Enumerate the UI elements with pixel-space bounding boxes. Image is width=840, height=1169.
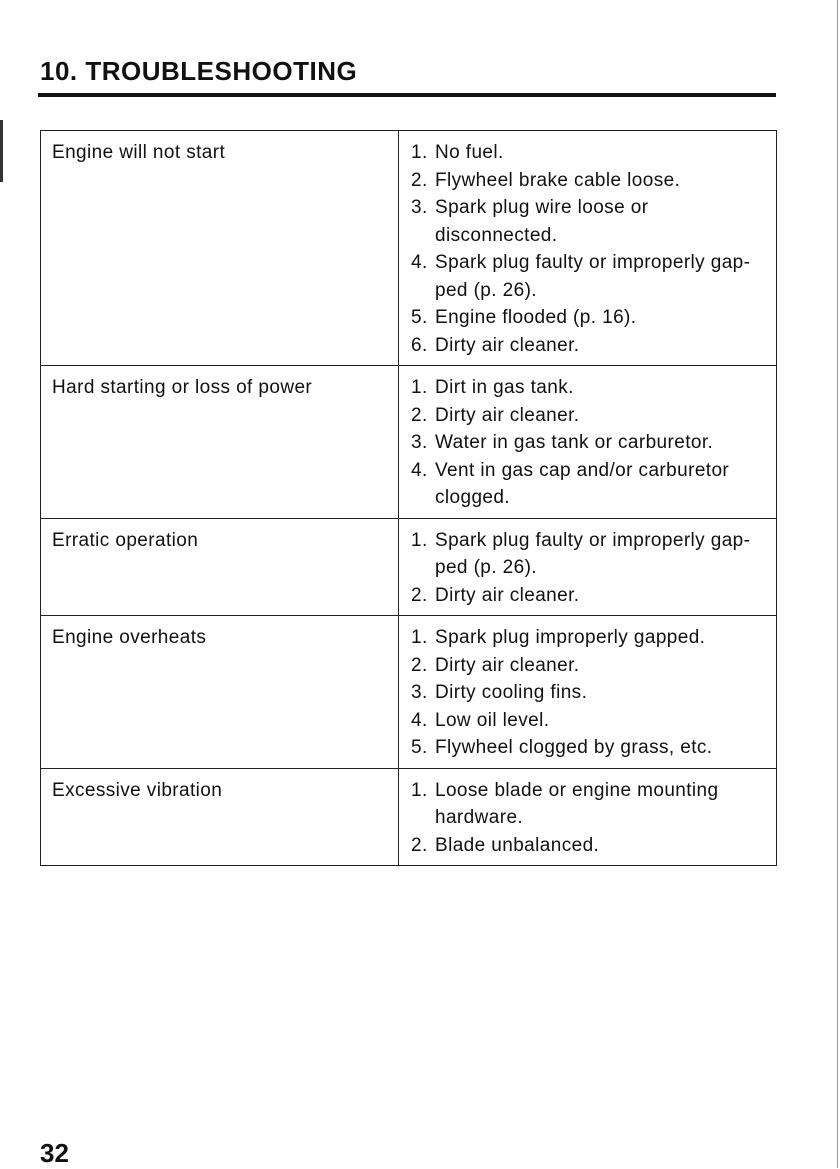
causes-cell xyxy=(399,366,777,519)
cause-text: Dirty air cleaner. xyxy=(435,334,580,356)
cause-text: Blade unbalanced. xyxy=(435,834,600,856)
list-item xyxy=(411,777,770,832)
table-row xyxy=(41,518,777,616)
list-item xyxy=(411,624,770,652)
symptom-cell: Hard starting or loss of power xyxy=(41,366,399,519)
cause-list xyxy=(411,624,770,762)
troubleshooting-table xyxy=(40,130,777,866)
table-row xyxy=(41,366,777,519)
cause-number: 1. xyxy=(411,142,428,163)
right-edge-mark xyxy=(837,0,838,1168)
list-item xyxy=(411,652,770,680)
cause-text: Flywheel clogged by grass, etc. xyxy=(435,737,713,758)
list-item xyxy=(411,249,770,304)
cause-list xyxy=(411,139,770,359)
page-number: 32 xyxy=(40,1138,69,1168)
cause-number: 1. xyxy=(411,529,428,551)
cause-text: Spark plug faulty or improperly gap-ped (p. 26). xyxy=(435,529,751,578)
cause-text: No fuel. xyxy=(435,142,504,163)
cause-text: Spark plug faulty or improperly gap-ped (p. 26). xyxy=(435,252,751,301)
cause-number: 2. xyxy=(411,584,428,606)
cause-number: 1. xyxy=(411,377,428,398)
cause-text: Spark plug wire loose or disconnected. xyxy=(435,197,649,246)
list-item xyxy=(411,734,770,762)
cause-number: 6. xyxy=(411,334,428,356)
left-edge-mark xyxy=(0,120,3,182)
list-item xyxy=(411,527,770,582)
cause-text: Flywheel brake cable loose. xyxy=(435,169,681,191)
table-row xyxy=(41,616,777,769)
cause-list xyxy=(411,374,770,512)
causes-cell xyxy=(399,131,777,366)
cause-text: Dirty air cleaner. xyxy=(435,654,580,676)
table-row xyxy=(41,768,777,866)
symptom-cell: Excessive vibration xyxy=(41,768,399,866)
list-item xyxy=(411,332,770,360)
symptom-cell: Engine overheats xyxy=(41,616,399,769)
troubleshooting-table-body xyxy=(41,131,777,866)
cause-text: Dirt in gas tank. xyxy=(435,377,574,398)
cause-number: 3. xyxy=(411,197,428,218)
cause-text: Dirty air cleaner. xyxy=(435,584,580,606)
cause-number: 4. xyxy=(411,459,428,481)
cause-text: Spark plug improperly gapped. xyxy=(435,627,706,648)
cause-text: Engine flooded (p. 16). xyxy=(435,307,637,328)
list-item xyxy=(411,139,770,167)
cause-number: 5. xyxy=(411,307,428,328)
symptom-cell: Engine will not start xyxy=(41,131,399,366)
cause-number: 1. xyxy=(411,627,428,648)
cause-number: 3. xyxy=(411,432,428,453)
list-item xyxy=(411,679,770,707)
causes-cell xyxy=(399,616,777,769)
cause-number: 4. xyxy=(411,709,428,731)
cause-number: 1. xyxy=(411,779,428,801)
list-item xyxy=(411,194,770,249)
list-item xyxy=(411,582,770,610)
symptom-cell: Erratic operation xyxy=(41,518,399,616)
cause-text: Loose blade or engine mounting hardware. xyxy=(435,779,719,828)
list-item xyxy=(411,374,770,402)
cause-number: 2. xyxy=(411,834,428,856)
causes-cell xyxy=(399,518,777,616)
list-item xyxy=(411,402,770,430)
cause-text: Dirty air cleaner. xyxy=(435,404,580,426)
list-item xyxy=(411,304,770,332)
table-row xyxy=(41,131,777,366)
list-item xyxy=(411,707,770,735)
cause-text: Low oil level. xyxy=(435,709,550,731)
list-item xyxy=(411,832,770,860)
cause-number: 2. xyxy=(411,654,428,676)
cause-number: 2. xyxy=(411,404,428,426)
cause-list xyxy=(411,527,770,610)
list-item xyxy=(411,457,770,512)
cause-text: Dirty cooling fins. xyxy=(435,682,588,703)
cause-number: 2. xyxy=(411,169,428,191)
causes-cell xyxy=(399,768,777,866)
page-title: 10. TROUBLESHOOTING xyxy=(40,56,358,86)
cause-list xyxy=(411,777,770,860)
cause-number: 3. xyxy=(411,682,428,703)
list-item xyxy=(411,167,770,195)
cause-number: 5. xyxy=(411,737,428,758)
cause-text: Water in gas tank or carburetor. xyxy=(435,432,714,453)
cause-text: Vent in gas cap and/or carburetor clogged. xyxy=(435,459,730,508)
title-rule xyxy=(38,93,776,97)
cause-number: 4. xyxy=(411,252,428,273)
list-item xyxy=(411,429,770,457)
